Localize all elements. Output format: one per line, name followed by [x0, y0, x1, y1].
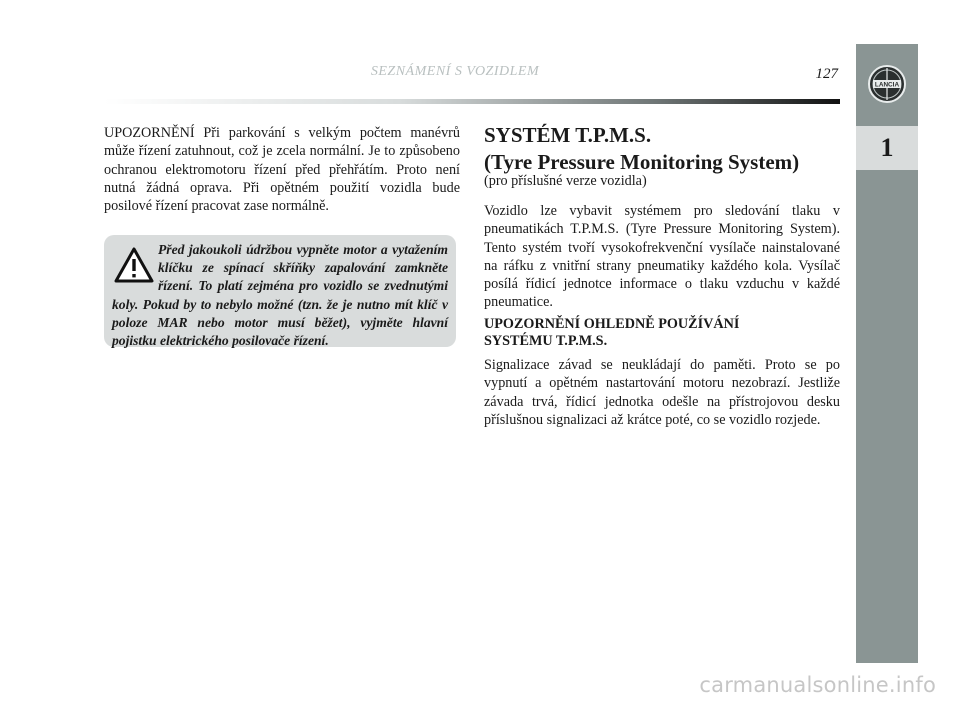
section-title-line1: SYSTÉM T.P.M.S.	[484, 123, 652, 147]
watermark: carmanualsonline.info	[699, 673, 936, 697]
section-title	[484, 122, 840, 176]
tpms-usage-heading	[484, 316, 840, 350]
chapter-number: 1	[856, 126, 918, 170]
warning-text-block	[112, 241, 448, 350]
tpms-usage-heading-line1: UPOZORNĚNÍ OHLEDNĚ POUŽÍVÁNÍ	[484, 316, 740, 332]
tpms-description-paragraph: Vozidlo lze vybavit systémem pro sledování tlaku v pneumatikách T.P.M.S. (Tyre Pressure Monitoring System). Tento systém tvoří vysokofrekvenční vysílače nainstalované na ráfku z vnitřní strany pneumatiky každého kola. Vysílač posílá řídicí jednotce informace o tlaku vzduchu v každé pneumatice.	[484, 203, 840, 311]
warning-text: Před jakoukoli údržbou vypněte motor a vytažením klíčku ze spínací skříňky zapalování zamkněte řízení. To platí zejména pro vozidlo se zvednutými koly. Pokud by to nebylo možné (tzn. že je nutno mít klíč v poloze MAR nebo motor musí běžet), vyjměte hlavní pojistku elektrického posilovače řízení.	[112, 242, 448, 349]
running-title: SEZNÁMENÍ S VOZIDLEM	[370, 64, 540, 79]
warning-box	[104, 235, 456, 347]
section-title-line2: (Tyre Pressure Monitoring System)	[484, 150, 800, 174]
tpms-usage-heading-line2: SYSTÉMU T.P.M.S.	[484, 333, 608, 349]
section-subtitle: (pro příslušné verze vozidla)	[484, 173, 647, 189]
lancia-logo-icon	[867, 64, 907, 104]
page-number: 127	[815, 66, 838, 82]
steering-note-paragraph: UPOZORNĚNÍ Při parkování s velkým počtem manévrů může řízení zatuhnout, což je zcela normální. Je to způsobeno ochranou elektromotoru řízení před přehřátím. Proto není nutná žádná oprava. Při opětném použití vozidla bude posilové řízení pracovat zase normálně.	[104, 125, 460, 215]
logo-text: LANCIA	[874, 81, 900, 89]
logo-box	[856, 44, 918, 124]
tpms-usage-paragraph: Signalizace závad se neukládají do paměti. Proto se po vypnutí a opětném nastartování motoru nezobrazí. Jestliže závada trvá, řídicí jednotka odešle na přístrojovou desku příslušnou signalizaci až krátce poté, co se vozidlo rozjede.	[484, 357, 840, 428]
header-rule	[104, 99, 840, 104]
